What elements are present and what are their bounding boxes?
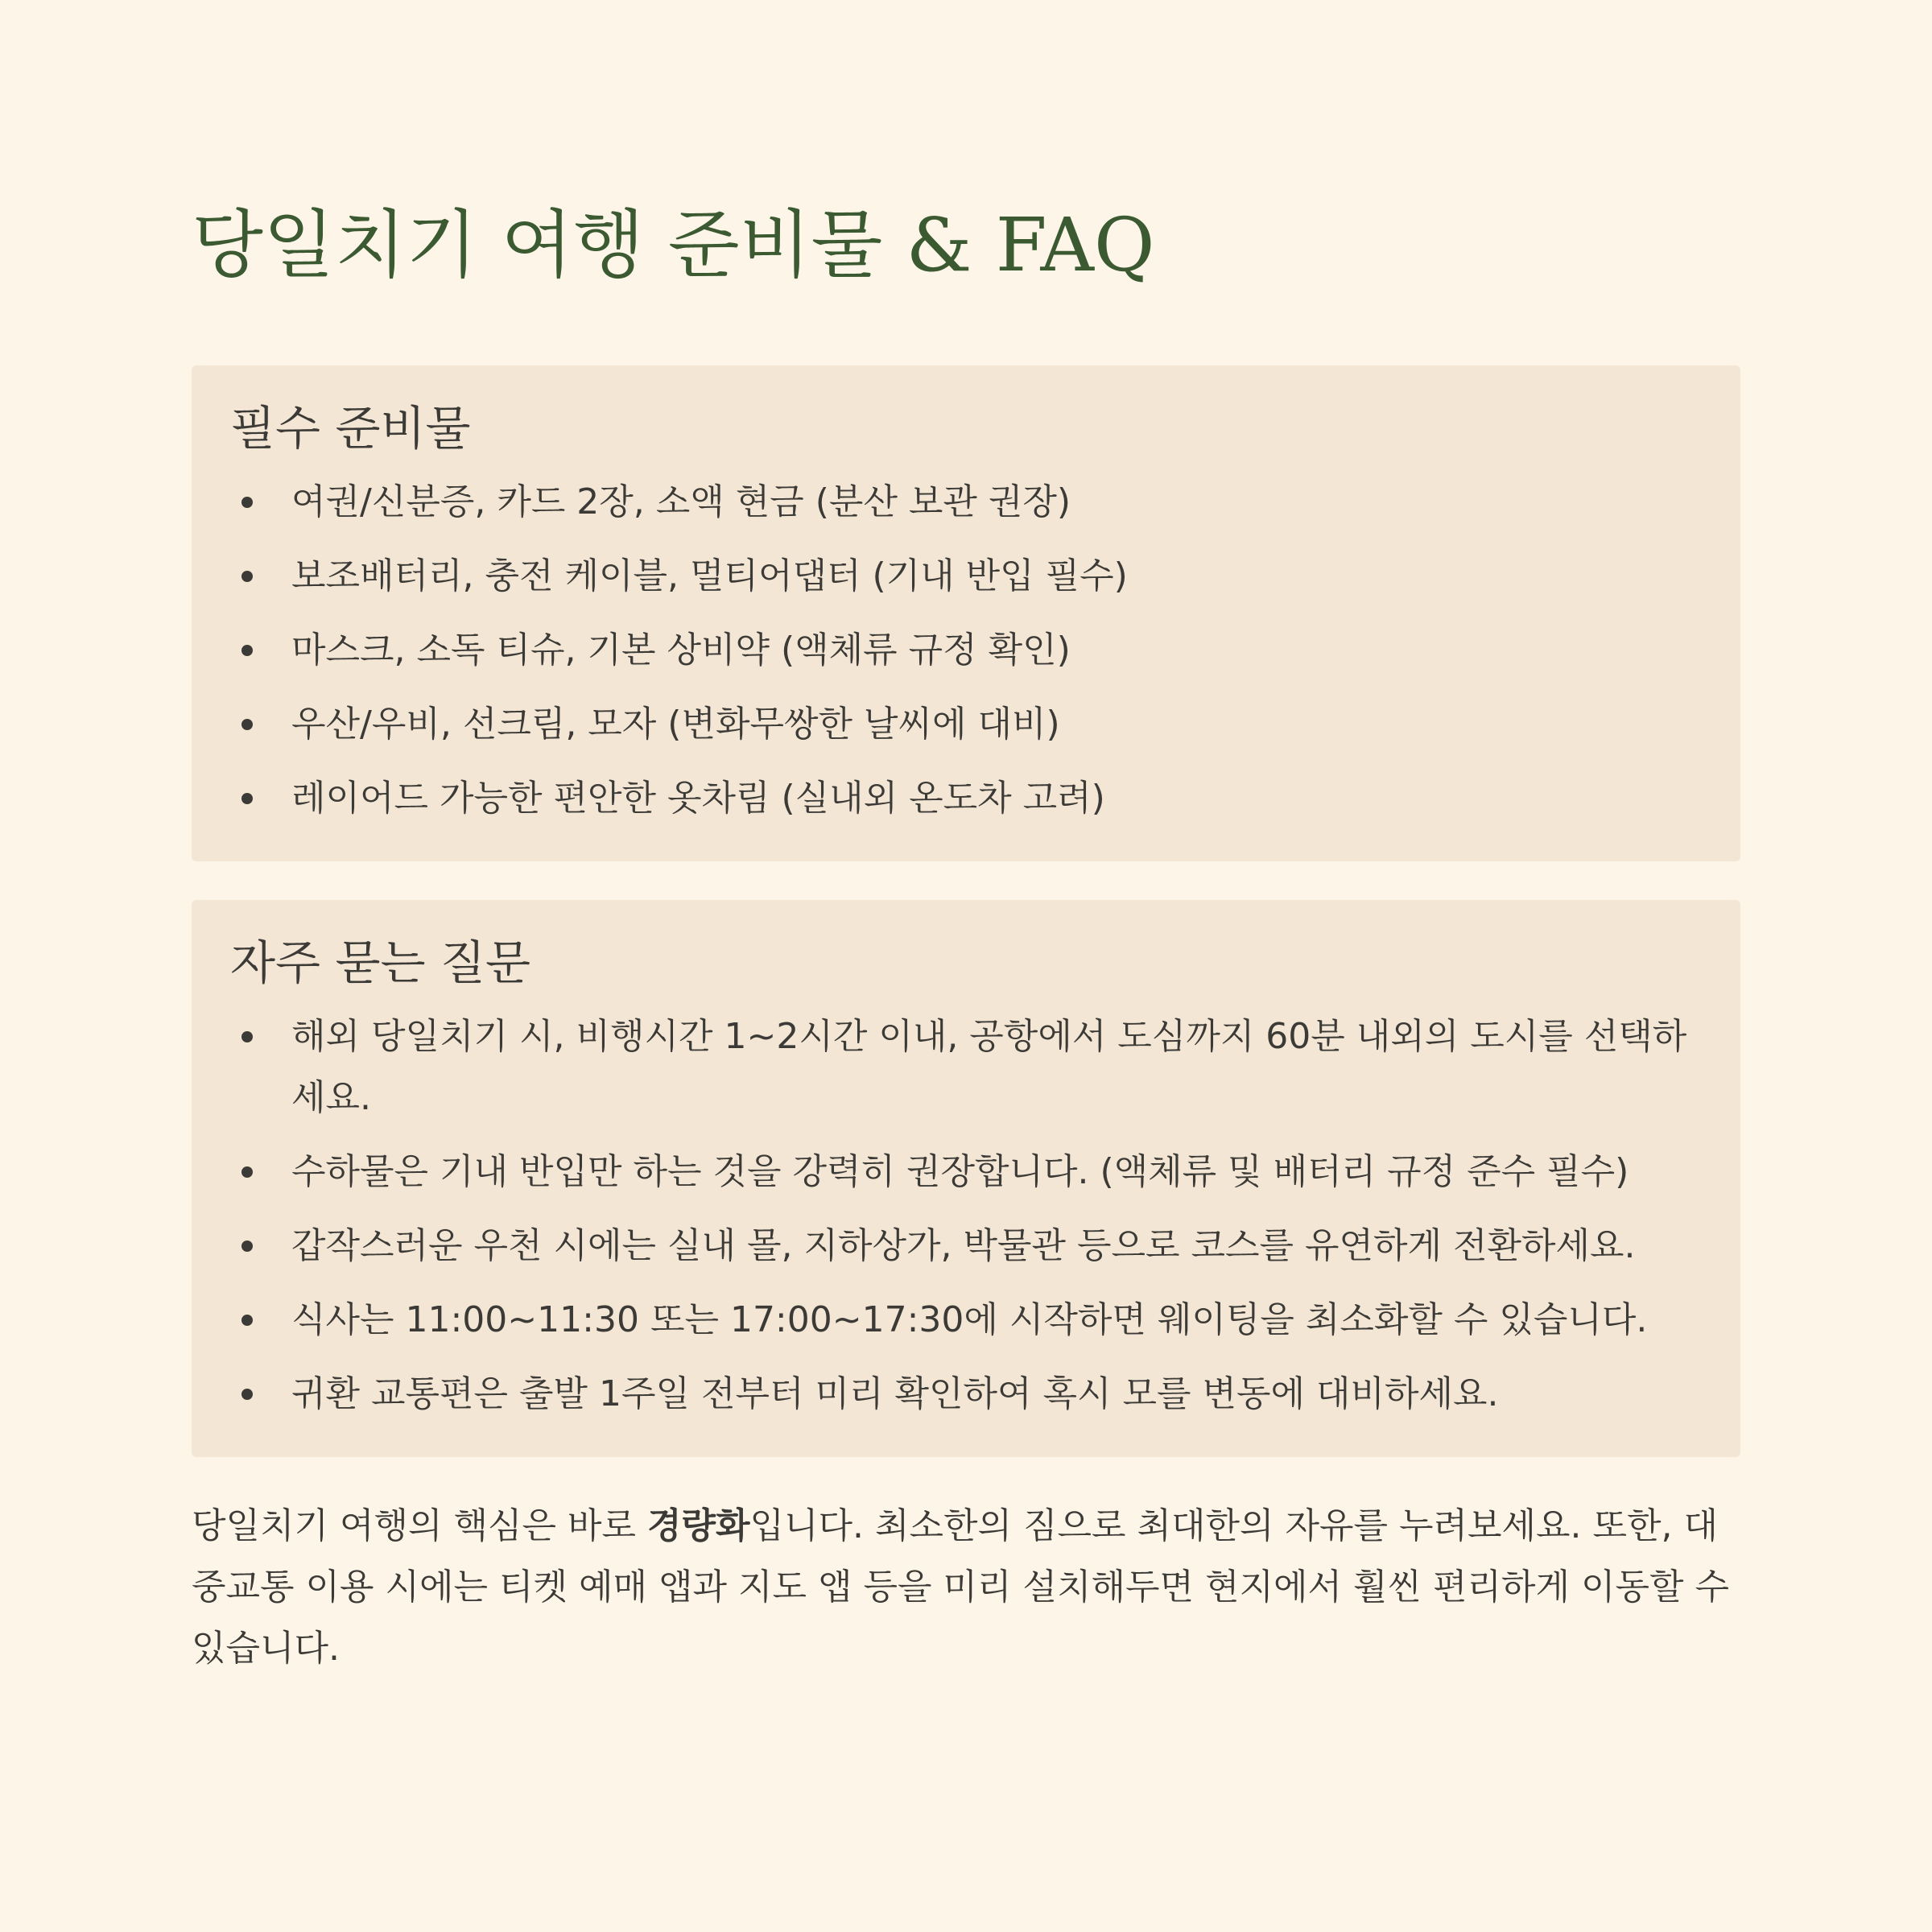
- bullet-icon: [242, 1315, 253, 1326]
- list-item: [230, 620, 1702, 681]
- list-item-text: 레이어드 가능한 편안한 옷차림 (실내외 온도차 고려): [291, 778, 1105, 819]
- faq-card: [192, 900, 1740, 1457]
- summary-paragraph: [192, 1496, 1740, 1679]
- bullet-icon: [242, 1389, 253, 1400]
- list-item-text: 여권/신분증, 카드 2장, 소액 현금 (분산 보관 권장): [291, 481, 1071, 522]
- bullet-icon: [242, 571, 253, 582]
- list-item: [230, 1290, 1702, 1351]
- list-item: [230, 546, 1702, 607]
- essentials-card: [192, 365, 1740, 861]
- list-item-text: 귀환 교통편은 출발 1주일 전부터 미리 확인하여 혹시 모를 변동에 대비하세요.: [291, 1373, 1499, 1414]
- list-item: [230, 768, 1702, 829]
- bullet-icon: [242, 497, 253, 508]
- list-item: [230, 1006, 1702, 1129]
- list-item: [230, 1141, 1702, 1203]
- list-item-text: 갑작스러운 우천 시에는 실내 몰, 지하상가, 박물관 등으로 코스를 유연하게 전환하세요.: [291, 1225, 1636, 1266]
- bullet-icon: [242, 719, 253, 730]
- summary-text-start: 당일치기 여행의 핵심은 바로: [192, 1505, 647, 1546]
- list-item-text: 보조배터리, 충전 케이블, 멀티어댑터 (기내 반입 필수): [291, 555, 1128, 597]
- bullet-icon: [242, 1241, 253, 1252]
- list-item: [230, 1364, 1702, 1425]
- summary-emphasis: 경량화: [647, 1505, 750, 1546]
- page-title: 당일치기 여행 준비물 & FAQ: [192, 202, 1155, 288]
- list-item-text: 우산/우비, 선크림, 모자 (변화무쌍한 날씨에 대비): [291, 704, 1060, 745]
- bullet-icon: [242, 793, 253, 804]
- page-content: [192, 193, 1740, 1679]
- essentials-heading: 필수 준비물: [230, 401, 471, 456]
- list-item: [230, 1216, 1702, 1277]
- list-item: [230, 694, 1702, 755]
- summary-text-end: 입니다. 최소한의 짐으로 최대한의 자유를 누려보세요. 또한, 대중교통 이용 시에는 티켓 예매 앱과 지도 앱 등을 미리 설치해두면 현지에서 훨씬 편리하게 이동할 수 있습니다.: [192, 1505, 1729, 1669]
- bullet-icon: [242, 1166, 253, 1178]
- list-item-text: 수하물은 기내 반입만 하는 것을 강력히 권장합니다. (액체류 및 배터리 규정 준수 필수): [291, 1151, 1629, 1192]
- bullet-icon: [242, 1031, 253, 1042]
- list-item-text: 해외 당일치기 시, 비행시간 1~2시간 이내, 공항에서 도심까지 60분 내외의 도시를 선택하세요.: [291, 1016, 1687, 1118]
- faq-list: [230, 1006, 1702, 1425]
- list-item: [230, 472, 1702, 533]
- faq-heading: 자주 묻는 질문: [230, 935, 531, 990]
- list-item-text: 마스크, 소독 티슈, 기본 상비약 (액체류 규정 확인): [291, 630, 1071, 671]
- bullet-icon: [242, 645, 253, 656]
- list-item-text: 식사는 11:00~11:30 또는 17:00~17:30에 시작하면 웨이팅을 최소화할 수 있습니다.: [291, 1299, 1648, 1340]
- essentials-list: [230, 472, 1702, 829]
